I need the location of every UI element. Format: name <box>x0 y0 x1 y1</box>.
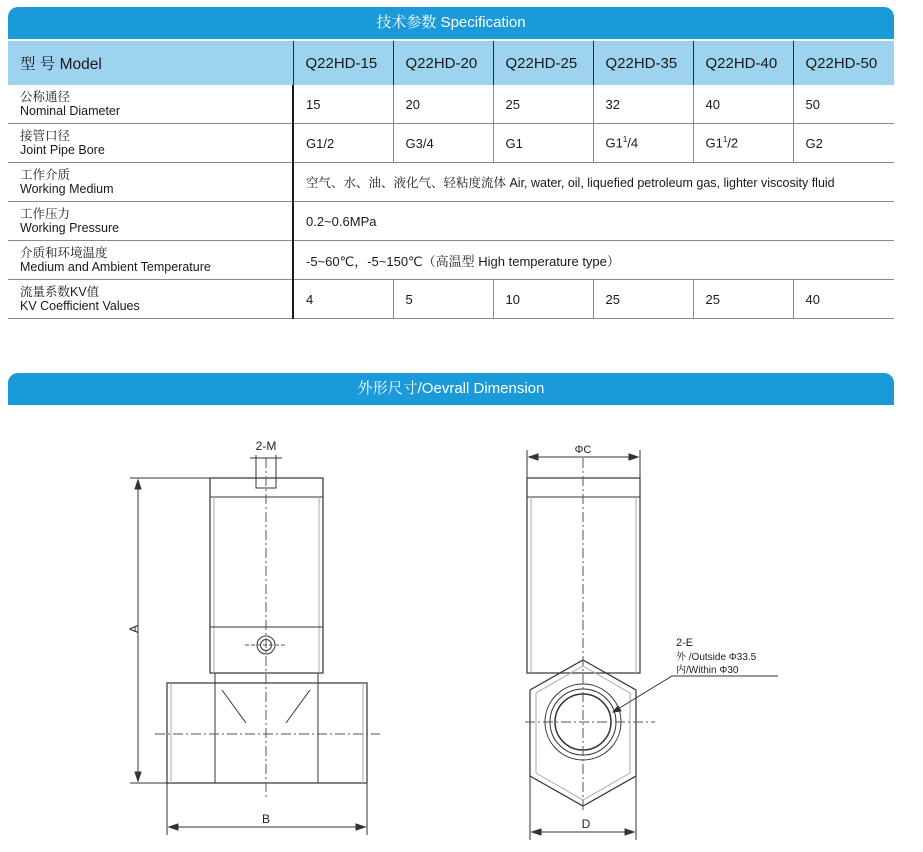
dim-label-c: ΦC <box>574 444 592 456</box>
dim-label-m: 2-M <box>255 439 277 453</box>
row-label-cn: 公称通径 <box>20 90 71 104</box>
row-label-cn: 工作介质 <box>20 168 71 182</box>
e-leader-line <box>613 676 778 712</box>
dim-label-outside: 外 /Outside Φ33.5 <box>676 652 757 663</box>
table-row-working-medium <box>8 163 894 202</box>
specification-banner <box>8 7 894 39</box>
model-header-row <box>8 41 894 85</box>
e-leader-arrow <box>613 706 621 712</box>
dim-label-b: B <box>261 812 271 826</box>
dim-label-e: 2-E <box>676 637 694 649</box>
model-header-cell: Q22HD-50 <box>793 41 894 85</box>
model-header-cell: Q22HD-40 <box>693 41 793 85</box>
specification-table <box>8 41 894 319</box>
model-header-cell: Q22HD-15 <box>293 41 393 85</box>
table-cell: 15 <box>306 96 321 112</box>
row-label-en: Nominal Diameter <box>20 104 121 118</box>
row-label-cn: 介质和环境温度 <box>20 246 108 260</box>
table-row-temperature <box>8 241 894 280</box>
table-cell: 40 <box>793 280 894 319</box>
table-cell: 25 <box>493 85 593 124</box>
row-label-en: Working Pressure <box>20 221 120 235</box>
model-header-cell: Q22HD-25 <box>493 41 593 85</box>
row-label-cn: 接管口径 <box>20 129 71 143</box>
row-label <box>8 280 293 319</box>
row-label-en: Working Medium <box>20 182 114 196</box>
bore-base: G1 <box>605 135 623 151</box>
table-cell: 10 <box>493 280 593 319</box>
row-label-en: Joint Pipe Bore <box>20 143 105 157</box>
table-row-nominal-diameter <box>8 85 894 124</box>
table-cell: G1/2 <box>293 124 393 163</box>
bore-fraction: /4 <box>627 135 639 151</box>
bore-fraction: /2 <box>727 135 739 151</box>
model-label: 型 号 Model <box>8 41 293 85</box>
model-header-cell: Q22HD-35 <box>593 41 693 85</box>
dimension-banner <box>8 373 894 405</box>
table-cell <box>593 124 693 163</box>
specification-title: 技术参数 Specification <box>376 14 526 31</box>
bore-superscript: 1 <box>722 135 728 145</box>
row-label <box>8 241 293 280</box>
table-cell: G2 <box>793 124 894 163</box>
row-label-cn: 工作压力 <box>20 207 71 221</box>
dim-label-d: D <box>581 817 591 831</box>
bore-base: G1 <box>705 135 723 151</box>
row-label <box>8 202 293 241</box>
row-label-en: Medium and Ambient Temperature <box>20 260 211 274</box>
dim-label-within: 内/Within Φ30 <box>676 665 739 676</box>
table-cell: 32 <box>593 85 693 124</box>
table-row-kv-coefficient <box>8 280 894 319</box>
model-header-cell: Q22HD-20 <box>393 41 493 85</box>
table-cell: 25 <box>693 280 793 319</box>
bore-superscript: 1 <box>622 135 628 145</box>
row-label-en: KV Coefficient Values <box>20 299 140 313</box>
table-cell: G1 <box>493 124 593 163</box>
row-label-cn: 流量系数KV值 <box>20 285 100 299</box>
table-cell: 40 <box>693 85 793 124</box>
table-cell: 5 <box>393 280 493 319</box>
dimension-title: 外形尺寸/Oevrall Dimension <box>357 380 545 397</box>
table-row-joint-pipe-bore <box>8 124 894 163</box>
table-cell <box>693 124 793 163</box>
valve-body <box>167 683 367 783</box>
side-view <box>525 444 778 840</box>
dimension-drawing <box>0 405 923 852</box>
table-cell: 4 <box>293 280 393 319</box>
table-cell: 50 <box>793 85 894 124</box>
row-label <box>8 163 293 202</box>
table-cell: 20 <box>393 85 493 124</box>
table-cell-wide: 0.2~0.6MPa <box>293 202 894 241</box>
table-cell-wide: 空气、水、油、液化气、轻粘度流体 Air, water, oil, liquefied petroleum gas, lighter viscosity fluid <box>293 163 894 202</box>
row-label <box>8 124 293 163</box>
table-cell: 25 <box>593 280 693 319</box>
table-row-working-pressure <box>8 202 894 241</box>
row-label <box>8 85 293 124</box>
table-cell-wide: -5~60℃，-5~150℃（高温型 High temperature type） <box>293 241 894 280</box>
front-view <box>127 439 380 835</box>
table-cell: G3/4 <box>393 124 493 163</box>
dim-label-a: A <box>127 624 141 634</box>
